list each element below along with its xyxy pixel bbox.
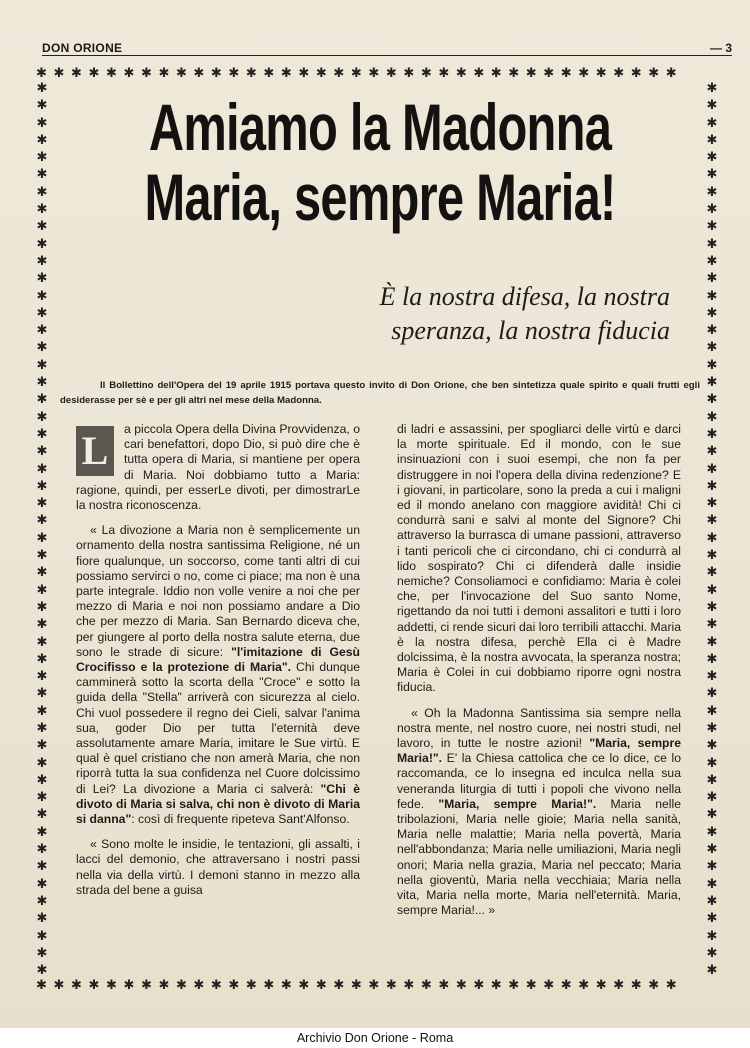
drop-cap: L [76, 426, 114, 476]
archive-footer: Archivio Don Orione - Roma [0, 1028, 750, 1048]
title-line-2: Maria, sempre Maria! [144, 160, 616, 234]
intro-paragraph: Il Bollettino dell'Opera del 19 aprile 1915 portava questo invito di Don Orione, che ben sintetizza quale spirito e quali frutti egli desiderasse per sè e per gli altri nel mese della Madonna. [60, 380, 700, 406]
title-line-1: Amiamo la Madonna [148, 90, 612, 164]
right-p2-quote-1: "Maria, sempre Maria!". [397, 736, 681, 766]
left-p2-quote-2: "Chi è divoto di Maria si salva, chi non è divoto di Maria si danna" [76, 781, 360, 827]
right-p2-text-e: Maria nelle tribolazioni, Maria nelle gioie; Maria nella sanità, Maria nelle malattie; Maria nella povertà, Maria nell'abbondanza; Maria nelle umiliazioni, Maria negli onori; Maria nella grazia, Maria nel peccato; Maria nella gioventù, Maria nella vecchiaia; Maria nella vita, Maria nella morte, Maria nell'eternità. Maria, sempre Maria!... » [397, 796, 681, 918]
left-p1-text: a piccola Opera della Divina Provvidenza, o cari benefattori, dopo Dio, si può dire che è tutta opera di Maria, si mantiene per opera di Maria. Noi dobbiamo tutto a Maria: ragione, quindi, per esserLe divoti, per dimostrarLe la nostra riconoscenza. [76, 422, 360, 513]
right-paragraph-1: di ladri e assassini, per spogliarci delle virtù e darci la morte spirituale. Ed il mondo, con le sue insinuazioni con i suoi esempi, che non fa per distruggere in noi l'opera della divina redenzione? E i giovani, in particolare, sono la preda a cui i maligni ed il mondo anelano con maggiore avidità! Chi ci condurrà sani e salvi al monte del Signore? Chi attraverso la burrasca di umane passioni, attraverso i tanti pericoli che ci circondano, chi ci condurrà al lido sospirato? Chi ci difenderà dalle insidie nemiche? Consoliamoci e confidiamo: Maria è colei che, per l'invocazione del Suo santo Nome, rigettando da noi tutti i demoni assalitori e tutti i loro addetti, ci rende sicuri dai loro terribili attacchi. Maria è la nostra difesa, perchè Ella ci è Madre dolcissima, è la nostra avvocata, la speranza nostra; Maria è Colei in cui dobbiamo riporre ogni nostra fiducia. [397, 422, 681, 695]
left-paragraph-1 [76, 422, 360, 513]
article-subtitle [270, 280, 670, 348]
left-p2-text-c: Chi dunque camminerà sotto la scorta della "Croce" e sotto la guida della "Stella" arriverà con sicurezza al cielo. Chi vuol possedere il regno dei Cieli, salvar l'anima sua, goder Dio per tutta l'eternità deve assolutamente amare Maria, imitare le Sue virtù. E qual è quel cristiano che non amerà Maria, che non riporrà tutta la sua confidenza nel Cuore dolcissimo di Lei? La divozione a Maria ci salverà: [76, 660, 361, 796]
right-paragraph-2 [397, 706, 681, 919]
star-border-top: ✱✱✱✱✱✱✱✱✱✱✱✱✱✱✱✱✱✱✱✱✱✱✱✱✱✱✱✱✱✱✱✱✱✱✱✱✱ [36, 66, 684, 81]
left-p2-quote-1: "l'imitazione di Gesù Crocifisso e la protezione di Maria". [76, 644, 360, 675]
left-paragraph-2 [76, 523, 360, 827]
star-border-right: ✱ ✱ ✱ ✱ ✱ ✱ ✱ ✱ ✱ ✱ ✱ ✱ ✱ ✱ ✱ ✱ ✱ ✱ ✱ ✱ ✱ ✱ ✱ ✱ ✱ ✱ ✱ ✱ ✱ ✱ ✱ ✱ ✱ ✱ ✱ ✱ ✱ ✱ ✱ ✱ ✱ ✱ ✱ ✱ ✱ ✱ ✱ ✱ ✱ ✱ ✱ ✱ [706, 81, 718, 979]
right-p2-text-a: « Oh la Madonna Santissima sia sempre nella nostra mente, nel nostro cuore, nei nostri studi, nel lavoro, in tutte le nostre azioni! [397, 705, 681, 751]
subtitle-line-1: È la nostra difesa, la nostra [379, 282, 670, 311]
left-column [76, 422, 360, 908]
page-header [42, 36, 732, 56]
page-number: — 3 [709, 41, 732, 55]
left-p2-text-e: : così di frequente ripeteva Sant'Alfonso. [131, 812, 350, 827]
right-p2-quote-2: "Maria, sempre Maria!". [438, 796, 597, 811]
star-border-bottom: ✱✱✱✱✱✱✱✱✱✱✱✱✱✱✱✱✱✱✱✱✱✱✱✱✱✱✱✱✱✱✱✱✱✱✱✱✱ [36, 978, 684, 993]
right-p2-text-c: E' la Chiesa cattolica che ce lo dice, ce lo raccomanda, ce lo insegna ed inculca nella sua veneranda liturgia di tutti i popoli che vivono nella fede. [397, 751, 681, 811]
publication-name: DON ORIONE [42, 41, 123, 55]
right-column [397, 422, 681, 929]
article-title [60, 92, 700, 232]
subtitle-line-2: speranza, la nostra fiducia [391, 316, 670, 345]
left-paragraph-3: « Sono molte le insidie, le tentazioni, gli assalti, i lacci del demonio, che attraversano i nostri passi nella via della virtù. I demoni stanno in mezzo alla strada del bene a guisa [76, 837, 360, 897]
left-p2-text-a: « La divozione a Maria non è semplicemente un ornamento della nostra santissima Religione, né un fiore qualunque, un soccorso, come tanti altri di cui possiamo servirci o no, come ci piace; ma non è una parte integrale. Iddio non volle venire a noi che per mezzo di Maria e noi non possiamo andare a Dio che per mezzo di Maria. San Bernardo diceva che, per giungere al porto della nostra salute eterna, due sono le strade di sicure: [76, 523, 360, 659]
star-border-left: ✱ ✱ ✱ ✱ ✱ ✱ ✱ ✱ ✱ ✱ ✱ ✱ ✱ ✱ ✱ ✱ ✱ ✱ ✱ ✱ ✱ ✱ ✱ ✱ ✱ ✱ ✱ ✱ ✱ ✱ ✱ ✱ ✱ ✱ ✱ ✱ ✱ ✱ ✱ ✱ ✱ ✱ ✱ ✱ ✱ ✱ ✱ ✱ ✱ ✱ ✱ ✱ [36, 81, 48, 979]
